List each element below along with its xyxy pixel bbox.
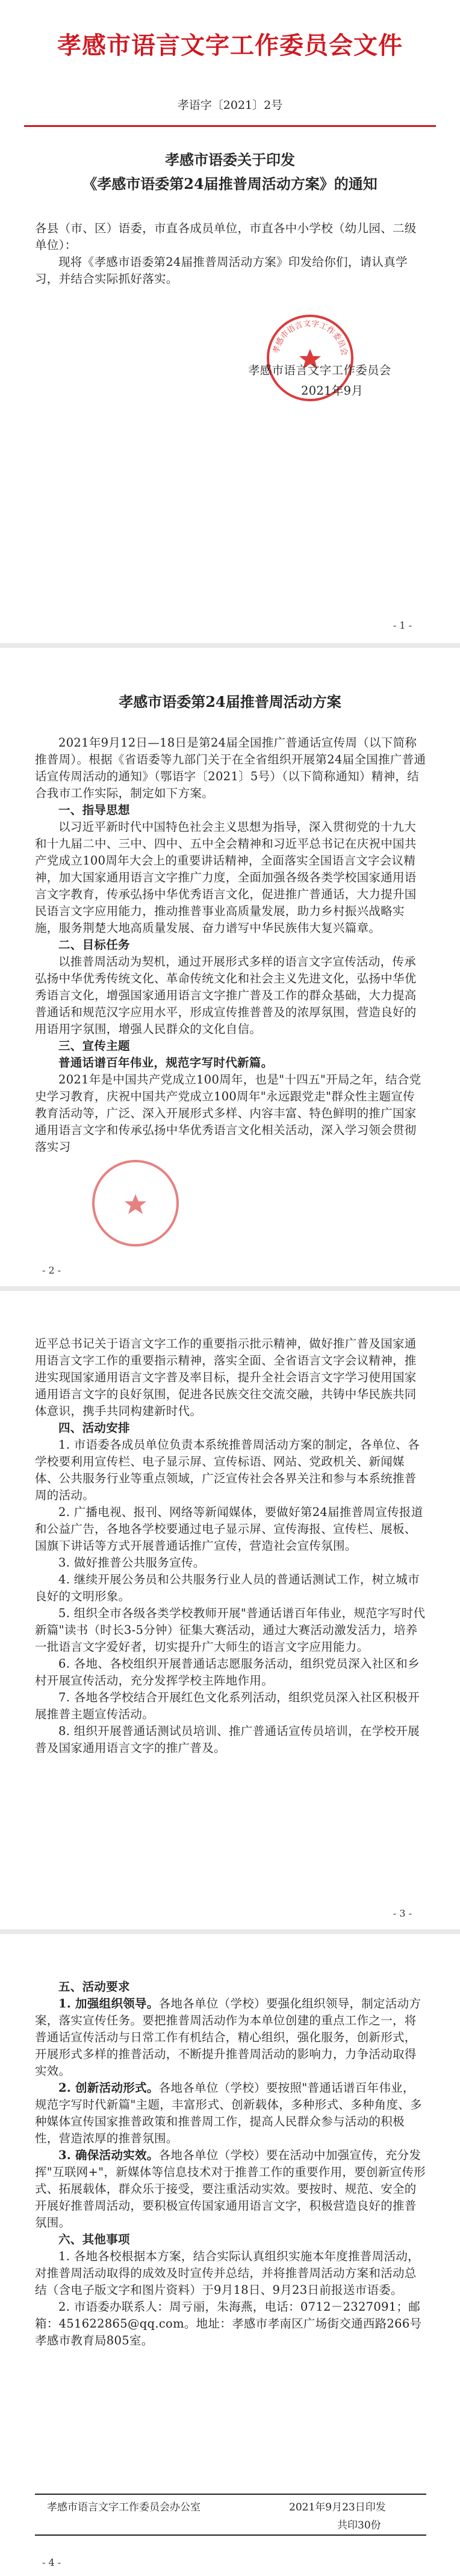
schedule-item: 6. 各地、各校组织开展普通话志愿服务活动，组织党员深入社区和乡村开展宣传活动，充分发挥学校主阵地作用。 [35, 1657, 420, 1687]
page-number: - 4 - [42, 2557, 61, 2568]
theme-slogan: 普通话谱百年伟业，规范字写时代新篇。 [58, 1056, 273, 1070]
org-header: 孝感市语言文字工作委员会文件 [57, 31, 403, 60]
page-4 [0, 1934, 460, 2576]
requirement-title: 1. 加强组织领导。 [58, 1997, 159, 2011]
footer-rule-bottom [35, 2534, 426, 2536]
header-rule [24, 125, 436, 127]
section-heading-other: 六、其他事项 [58, 2232, 130, 2246]
section-heading-schedule: 四、活动安排 [58, 1421, 130, 1435]
section-body-guiding: 以习近平新时代中国特色社会主义思想为指导，深入贯彻党的十九大和十九届二中、三中、四中、五中全会精神和习近平总书记在庆祝中国共产党成立100周年大会上的重要讲话精神，全面落实全国语言文字会议精神，加大国家通用语言文字推广力度，全面加强各级各类学校国家通用语言文字教育，传承弘扬中华优秀语言文化，促进推广普通话，大力提升国民语言文字应用能力，推动推普事业高质量发展，助力乡村振兴战略实施，服务荆楚大地高质量发展、奋力谱写中华民族伟大复兴篇章。 [35, 820, 417, 935]
other-item: 1. 各地各校根据本方案，结合实际认真组织实施本年度推普周活动，对推普周活动取得的成效及时宣传并总结，并将推普周活动方案和活动总结（含电子版文字和图片资料）于9月18日、9月23日前报送市语委。 [35, 2249, 420, 2297]
footer-copies: 共印30份 [337, 2519, 381, 2531]
schedule-item: 1. 市语委各成员单位负责本系统推普周活动方案的制定，各单位、各学校要利用宣传栏、电子显示屏、宣传标语、网站、党政机关、新闻媒体、公共服务行业等重点领域，广泛宣传社会各界关注和参与本系统推普周的活动。 [35, 1438, 420, 1502]
notice-paragraph: 现将《孝感市语委第24届推普周活动方案》印发给你们，请认真学习，并结合实际抓好落实。 [35, 255, 408, 286]
requirement-title: 3. 确保活动实效。 [58, 2148, 159, 2162]
schedule-item: 8. 组织开展普通话测试员培训、推广普通话宣传员培训，在学校开展普及国家通用语言文字的推广普及。 [35, 1724, 420, 1755]
plan-body-cont [35, 1336, 426, 1757]
requirement-body: 各地各单位（学校）要强化组织领导，制定活动方案，落实宣传任务。要把推普周活动作为本单位创建的重点工作之一，将普通话宣传活动与日常工作有机结合，精心组织，强化服务，创新形式，开展形式多样的推普活动，不断提升推普周活动的影响力，力争活动取得实效。 [35, 1997, 421, 2078]
page-number: - 3 - [393, 1908, 412, 1919]
requirements-body [35, 1979, 426, 2349]
other-item: 2. 市语委办联系人：周亏丽，朱海燕，电话：0712－2327091；邮箱：451622865@qq.com。地址：孝感市孝南区广场街交通西路266号孝感市教育局805室。 [35, 2300, 422, 2347]
addressee: 各县（市、区）语委，市直各成员单位，市直各中小学校（幼儿园、二级单位）： [35, 221, 417, 252]
schedule-item: 4. 继续开展公务员和公共服务行业人员的普通话测试工作，树立城市良好的文明形象。 [35, 1573, 420, 1603]
official-seal-icon [90, 1158, 181, 1248]
page-3 [0, 1291, 460, 1929]
section-heading-requirements: 五、活动要求 [58, 1980, 130, 1994]
page-number: - 2 - [42, 1265, 61, 1276]
requirement-body: 各地各单位（学校）要在活动中加强宣传，充分发挥"互联网+"，新媒体等信息技术对于推普工作的重要作用，要创新宣传形式、拓展载体，群众乐于接受，要注重活动实效。要按时、规范、安全的开展好推普周活动，要积极宣传国家通用语言文字，积极营造良好的推普氛围。 [35, 2148, 426, 2229]
requirement-body: 各地各单位（学校）要按照"普通话谱百年伟业，规范字写时代新篇"主题，丰富形式、创新载体，多种形式、多种角度、多种媒体宣传国家推普政策和推普周工作，提高人民群众参与活动的积极性，营造浓厚的推普氛围。 [35, 2081, 422, 2145]
intro-paragraph: 2021年9月12日—18日是第24届全国推广普通话宣传周（以下简称推普周）。根据《省语委等九部门关于在全省组织开展第24届全国推广普通话宣传周活动的通知》（鄂语字〔2021〕5号）（以下简称通知）精神，结合我市工作实际，制定如下方案。 [35, 736, 426, 800]
continued-paragraph: 近平总书记关于语言文字工作的重要指示批示精神，做好推广普及国家通用语言文字工作的重要指示精神，落实全面、全省语言文字会议精神，推进实现国家通用语言文字普及率目标，提升全社会语言文字学习使用国家通用语言文字的良好氛围，促进各民族交往交流交融，共铸中华民族共同体意识，携手共同构建新时代。 [35, 1337, 417, 1418]
requirement-title: 2. 创新活动形式。 [58, 2081, 159, 2095]
plan-title: 孝感市语委第24届推普周活动方案 [119, 693, 341, 710]
section-heading-goals: 二、目标任务 [58, 938, 130, 952]
seal-text: 孝感市语言文字工作委员会 [272, 319, 349, 357]
notice-title-line1: 孝感市语委关于印发 [165, 151, 295, 168]
footer-issuer: 孝感市语言文字工作委员会办公室 [47, 2501, 200, 2513]
section-body-theme: 2021年是中国共产党成立100周年，也是"十四五"开局之年，结合党史学习教育，庆祝中国共产党成立100周年"永远跟党走"群众性主题宣传教育活动等，广泛、深入开展形式多样、内容丰富、特色鲜明的推广国家通用语言文字和传承弘扬中华优秀语言文化相关活动，深入学习领会贯彻落实习 [35, 1073, 421, 1154]
signature: 孝感市语言文字工作委员会 [248, 363, 391, 377]
section-body-goals: 以推普周活动为契机，通过开展形式多样的语言文字宣传活动，传承弘扬中华优秀传统文化、革命传统文化和社会主义先进文化，弘扬中华优秀语言文化，增强国家通用语言文字推广普及工作的群众基础，大力提高普通话和规范汉字应用水平，形成宣传推普普及的浓厚氛围，营造良好的用语用字氛围，增强人民群众的文化自信。 [35, 955, 417, 1036]
section-heading-guiding: 一、指导思想 [58, 803, 130, 817]
notice-body [35, 220, 426, 288]
footer-date: 2021年9月23日印发 [289, 2501, 386, 2513]
section-heading-theme: 三、宣传主题 [58, 1039, 130, 1053]
page-2 [0, 648, 460, 1286]
schedule-item: 5. 组织全市各级各类学校教师开展"普通话谱百年伟业，规范字写时代新篇"读书（时长3-5分钟）征集大赛活动，通过大赛活动激发活力，培养一批语言文字爱好者，切实提升广大师生的语言文字应用能力。 [35, 1606, 426, 1654]
schedule-item: 2. 广播电视、报刊、网络等新闻媒体，要做好第24届推普周宣传报道和公益广告，各地各学校要通过电子显示屏、宣传海报、宣传栏、展板、国旗下讲话等方式开展普通话推广宣传，营造社会宣传氛围。 [35, 1505, 423, 1553]
page-1 [0, 0, 460, 643]
schedule-item: 3. 做好推普公共服务宣传。 [58, 1556, 205, 1570]
notice-title-line2: 《孝感市语委第24届推普周活动方案》的通知 [82, 175, 378, 193]
page-number: - 1 - [393, 620, 412, 631]
plan-body [35, 735, 426, 1156]
doc-number: 孝语字〔2021〕2号 [177, 99, 283, 112]
footer-rule-top [35, 2494, 426, 2495]
signing-date: 2021年9月 [301, 384, 364, 398]
schedule-item: 7. 各地各学校结合开展红色文化系列活动，组织党员深入社区积极开展推普主题宣传活动。 [35, 1690, 420, 1721]
